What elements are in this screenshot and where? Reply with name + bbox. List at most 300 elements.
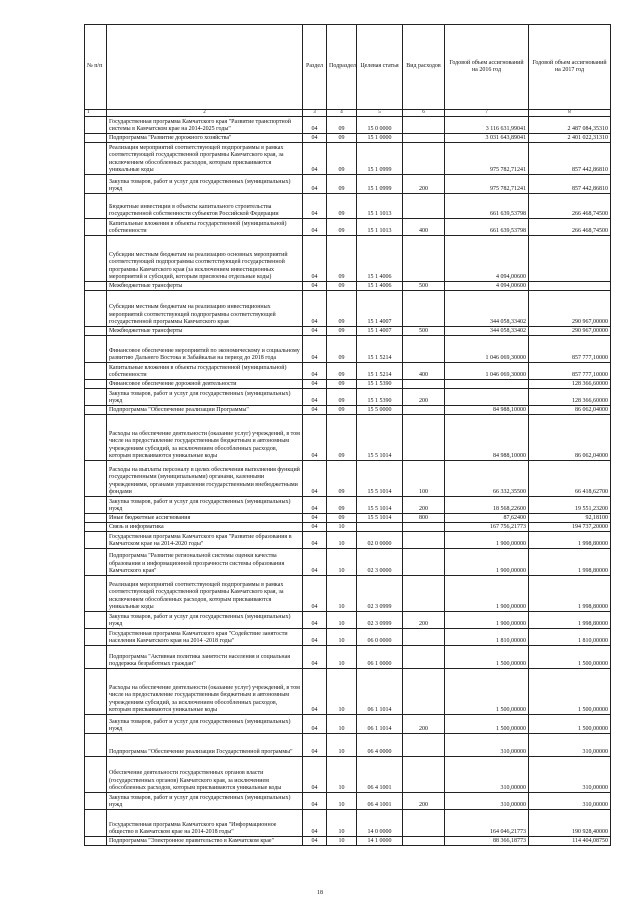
table-row [85,389,611,406]
row-target: 15 1 0999 [357,175,403,194]
row-name: Закупка товаров, работ и услуг для государственных (муниципальных) нужд [107,175,303,194]
row-exptype: 400 [403,363,445,380]
row-value-2016: 1 900,00000 [445,532,529,549]
row-num [85,734,107,757]
row-value-2017: 310,00000 [529,757,611,793]
row-num [85,219,107,236]
row-value-2017: 310,00000 [529,734,611,757]
row-name: Межбюджетные трансферты [107,282,303,291]
row-section: 04 [303,549,327,576]
row-num [85,576,107,612]
row-section: 04 [303,461,327,497]
table-row [85,757,611,793]
row-exptype: 200 [403,612,445,629]
row-subsection: 09 [327,363,357,380]
row-exptype [403,117,445,134]
row-section: 04 [303,389,327,406]
row-section: 04 [303,175,327,194]
row-value-2017: 1 500,00000 [529,669,611,715]
row-exptype [403,757,445,793]
row-name: Закупка товаров, работ и услуг для государственных (муниципальных) нужд [107,389,303,406]
table-row [85,514,611,523]
row-exptype: 200 [403,497,445,514]
row-value-2017: 86 062,04000 [529,415,611,461]
row-exptype [403,734,445,757]
table-row [85,175,611,194]
row-subsection: 10 [327,837,357,846]
row-target: 15 0 0000 [357,117,403,134]
row-value-2017: 1 810,00000 [529,629,611,646]
row-num [85,669,107,715]
row-value-2017 [529,282,611,291]
row-subsection: 09 [327,514,357,523]
row-exptype [403,532,445,549]
row-target: 15 1 0000 [357,134,403,143]
row-exptype [403,236,445,282]
row-num [85,134,107,143]
budget-table [84,24,611,846]
row-target: 14 0 0000 [357,810,403,837]
table-header-row [85,25,611,110]
row-value-2016: 1 810,00000 [445,629,529,646]
row-target: 15 1 4006 [357,236,403,282]
row-value-2017: 128 366,60000 [529,380,611,389]
row-name: Капитальные вложения в объекты государственной (муниципальной) собственности [107,363,303,380]
row-value-2017: 19 551,23200 [529,497,611,514]
row-exptype [403,576,445,612]
row-subsection: 10 [327,629,357,646]
table-row [85,715,611,734]
header-name [107,25,303,110]
row-exptype [403,629,445,646]
row-value-2016: 1 900,00000 [445,576,529,612]
row-subsection: 09 [327,236,357,282]
row-value-2016: 661 639,53798 [445,194,529,219]
row-section: 04 [303,336,327,363]
row-subsection: 09 [327,336,357,363]
table-row [85,793,611,810]
row-value-2017: 2 487 084,35310 [529,117,611,134]
row-value-2016: 167 756,21773 [445,523,529,532]
table-row [85,282,611,291]
table-row [85,219,611,236]
row-value-2016: 975 782,71241 [445,143,529,175]
row-value-2017: 92,18100 [529,514,611,523]
row-target: 06 4 1001 [357,757,403,793]
row-value-2016: 1 900,00000 [445,612,529,629]
row-value-2016: 1 046 069,30000 [445,336,529,363]
row-target: 15 5 1014 [357,415,403,461]
row-name: Реализация мероприятий соответствующей подпрограммы в рамках соответствующей государственной программы Камчатского края, за исключением обособленных расходов, которым присваиваются уникальные коды [107,576,303,612]
row-value-2016: 87,62400 [445,514,529,523]
row-value-2017: 1 998,80000 [529,549,611,576]
row-exptype: 500 [403,327,445,336]
row-target: 15 1 5214 [357,336,403,363]
table-row [85,194,611,219]
row-name: Иные бюджетные ассигнования [107,514,303,523]
table-row [85,327,611,336]
row-value-2016: 1 500,00000 [445,715,529,734]
table-row [85,810,611,837]
table-row [85,380,611,389]
row-subsection: 09 [327,415,357,461]
row-num [85,327,107,336]
table-row [85,461,611,497]
header-section: Раздел [303,25,327,110]
row-value-2017: 310,00000 [529,793,611,810]
row-value-2017: 1 500,00000 [529,646,611,669]
row-num [85,336,107,363]
table-row [85,497,611,514]
row-value-2017: 114 404,08750 [529,837,611,846]
row-section: 04 [303,117,327,134]
row-section: 04 [303,757,327,793]
row-target: 15 1 5390 [357,389,403,406]
row-name: Подпрограмма "Активная политика занятости населения и социальная поддержка безработных граждан" [107,646,303,669]
table-row [85,134,611,143]
row-num [85,810,107,837]
row-section: 04 [303,837,327,846]
page-number: 18 [317,890,323,896]
row-num [85,236,107,282]
colnum: 1 [85,110,107,117]
row-name: Межбюджетные трансферты [107,327,303,336]
row-value-2016: 88 366,18773 [445,837,529,846]
row-name: Финансовое обеспечение мероприятий по экономическому и социальному развитию Дальнего Востока и Забайкалья на период до 2018 года [107,336,303,363]
row-value-2016: 84 988,10000 [445,415,529,461]
colnum: 3 [303,110,327,117]
row-num [85,549,107,576]
row-target: 15 1 5390 [357,380,403,389]
row-value-2016: 310,00000 [445,734,529,757]
table-row [85,117,611,134]
row-value-2017: 857 777,10000 [529,336,611,363]
row-name: Связь и информатика [107,523,303,532]
row-section: 04 [303,291,327,327]
row-target: 15 5 0000 [357,406,403,415]
header-2016: Годовой объем ассигнований на 2016 год [445,25,529,110]
row-value-2016: 4 094,00600 [445,236,529,282]
colnum: 4 [327,110,357,117]
row-num [85,194,107,219]
row-target: 14 1 0000 [357,837,403,846]
row-value-2016: 3 031 643,89041 [445,134,529,143]
row-exptype [403,646,445,669]
row-exptype [403,380,445,389]
row-subsection: 10 [327,810,357,837]
row-exptype: 400 [403,219,445,236]
row-value-2016: 18 568,22600 [445,497,529,514]
row-value-2016: 310,00000 [445,793,529,810]
colnum: 8 [529,110,611,117]
row-target: 15 1 1013 [357,219,403,236]
row-section: 04 [303,282,327,291]
row-value-2017: 290 967,00000 [529,291,611,327]
row-section: 04 [303,810,327,837]
row-value-2016: 1 500,00000 [445,669,529,715]
row-value-2016: 164 046,21773 [445,810,529,837]
row-subsection: 09 [327,194,357,219]
row-section: 04 [303,194,327,219]
row-section: 04 [303,646,327,669]
row-name: Капитальные вложения в объекты государственной (муниципальной) собственности [107,219,303,236]
row-num [85,523,107,532]
row-subsection: 09 [327,380,357,389]
row-value-2017: 857 442,86810 [529,175,611,194]
row-section: 04 [303,532,327,549]
row-exptype: 200 [403,793,445,810]
row-subsection: 09 [327,406,357,415]
table-row [85,549,611,576]
table-row [85,646,611,669]
row-value-2017 [529,236,611,282]
row-section: 04 [303,134,327,143]
row-name: Расходы на выплаты персоналу в целях обеспечения выполнения функций государственными (муниципальными) органами, казенными учреждениями, органами управления государственными внебюджетными фондами [107,461,303,497]
row-value-2016: 84 988,10000 [445,406,529,415]
row-name: Закупка товаров, работ и услуг для государственных (муниципальных) нужд [107,497,303,514]
row-num [85,646,107,669]
table-row [85,523,611,532]
table-row [85,415,611,461]
row-exptype [403,194,445,219]
row-target: 06 4 0000 [357,734,403,757]
row-target: 15 1 0999 [357,143,403,175]
row-value-2017: 86 062,04000 [529,406,611,415]
row-subsection: 09 [327,219,357,236]
row-subsection: 10 [327,734,357,757]
row-value-2017: 190 928,40000 [529,810,611,837]
row-name: Государственная программа Камчатского края "Содействие занятости населения Камчатского края на 2014 -2018 годы" [107,629,303,646]
row-subsection: 10 [327,757,357,793]
row-section: 04 [303,497,327,514]
row-section: 04 [303,380,327,389]
table-row [85,669,611,715]
row-target: 15 1 4007 [357,327,403,336]
row-subsection: 09 [327,143,357,175]
row-name: Подпрограмма "Развитие региональной системы оценки качества образования и информационной прозрачности системы образования Камчатского края" [107,549,303,576]
row-name: Субсидии местным бюджетам на реализацию основных мероприятий соответствующей подпрограммы соответствующей государственной программы Камчатского края (за исключением инвестиционных мероприятий и субсидий, которым присвоены отдельные коды) [107,236,303,282]
row-section: 04 [303,734,327,757]
row-name: Подпрограмма "Электронное правительство в Камчатском крае" [107,837,303,846]
row-subsection: 10 [327,576,357,612]
row-name: Закупка товаров, работ и услуг для государственных (муниципальных) нужд [107,612,303,629]
table-row [85,236,611,282]
row-value-2017: 857 442,86810 [529,143,611,175]
row-section: 04 [303,327,327,336]
row-section: 04 [303,612,327,629]
row-value-2016: 66 332,35500 [445,461,529,497]
row-value-2016: 661 639,53798 [445,219,529,236]
row-value-2017: 2 401 022,31310 [529,134,611,143]
row-target: 06 4 1001 [357,793,403,810]
row-exptype [403,336,445,363]
row-section: 04 [303,406,327,415]
row-num [85,143,107,175]
row-target: 15 1 4007 [357,291,403,327]
header-num: № п/п [85,25,107,110]
row-num [85,406,107,415]
row-exptype [403,291,445,327]
row-name: Финансовое обеспечение дорожной деятельности [107,380,303,389]
row-num [85,415,107,461]
row-num [85,380,107,389]
row-name: Государственная программа Камчатского края "Развитие транспортной системы в Камчатском крае на 2014-2025 годы" [107,117,303,134]
row-value-2017: 290 967,00000 [529,327,611,336]
row-value-2017: 1 500,00000 [529,715,611,734]
row-name: Бюджетные инвестиции в объекты капитального строительства государственной собственности субъектов Российской Федерации [107,194,303,219]
row-name: Государственная программа Камчатского края "Развитие образования в Камчатском крае на 2014-2020 годы" [107,532,303,549]
row-value-2016: 344 058,33402 [445,327,529,336]
row-exptype [403,810,445,837]
row-exptype [403,406,445,415]
row-section: 04 [303,363,327,380]
row-target: 15 1 1013 [357,194,403,219]
table-row [85,363,611,380]
row-subsection: 10 [327,549,357,576]
row-subsection: 10 [327,532,357,549]
row-value-2017: 857 777,10000 [529,363,611,380]
row-value-2016: 3 116 631,99041 [445,117,529,134]
row-name: Субсидии местным бюджетам на реализацию инвестиционных мероприятий соответствующей подпрограммы соответствующей государственной программы Камчатского края [107,291,303,327]
row-exptype: 500 [403,282,445,291]
row-target: 06 0 0000 [357,629,403,646]
header-target: Целевая статья [357,25,403,110]
row-value-2017: 128 366,60000 [529,389,611,406]
row-section: 04 [303,793,327,810]
row-value-2016: 344 058,33402 [445,291,529,327]
row-section: 04 [303,523,327,532]
row-subsection: 10 [327,612,357,629]
row-section: 04 [303,629,327,646]
row-num [85,629,107,646]
row-target: 15 1 5214 [357,363,403,380]
row-name: Обеспечение деятельности государственных органов власти (государственных органов) Камчатского края, за исключением обособленных расходов, которым присваиваются уникальные коды [107,757,303,793]
row-num [85,117,107,134]
row-exptype: 200 [403,389,445,406]
row-target: 06 1 1014 [357,715,403,734]
row-subsection: 09 [327,327,357,336]
row-value-2016: 4 094,00600 [445,282,529,291]
table-row [85,532,611,549]
row-target: 15 5 1014 [357,461,403,497]
row-num [85,612,107,629]
row-section: 04 [303,576,327,612]
row-subsection: 10 [327,715,357,734]
row-value-2017: 266 468,74500 [529,194,611,219]
row-value-2017: 1 998,80000 [529,612,611,629]
row-num [85,461,107,497]
row-num [85,291,107,327]
row-exptype [403,134,445,143]
row-num [85,757,107,793]
column-numbers-row [85,110,611,117]
row-section: 04 [303,669,327,715]
header-2017: Годовой объем ассигнований на 2017 год [529,25,611,110]
row-exptype: 800 [403,514,445,523]
row-name: Подпрограмма "Развитие дорожного хозяйства" [107,134,303,143]
row-value-2016: 1 046 069,30000 [445,363,529,380]
row-exptype: 100 [403,461,445,497]
table-row [85,734,611,757]
row-subsection: 09 [327,282,357,291]
row-value-2017: 1 998,80000 [529,532,611,549]
colnum: 5 [357,110,403,117]
row-value-2017: 194 737,20000 [529,523,611,532]
row-value-2016: 975 782,71241 [445,175,529,194]
row-name: Расходы на обеспечение деятельности (оказание услуг) учреждений, в том числе на предоставление государственным бюджетным и автономным учреждениям субсидий, за исключением обособленных расходов, которым присваиваются уникальные коды [107,669,303,715]
row-num [85,282,107,291]
row-section: 04 [303,219,327,236]
row-value-2016: 310,00000 [445,757,529,793]
row-section: 04 [303,715,327,734]
row-exptype [403,549,445,576]
row-subsection: 09 [327,175,357,194]
header-exptype: Вид расходов [403,25,445,110]
colnum: 7 [445,110,529,117]
row-subsection: 10 [327,669,357,715]
row-exptype [403,523,445,532]
row-exptype [403,837,445,846]
row-target: 02 3 0999 [357,576,403,612]
header-subsection: Подраздел [327,25,357,110]
table-row [85,406,611,415]
row-exptype [403,669,445,715]
row-num [85,363,107,380]
row-target: 15 5 1014 [357,514,403,523]
row-exptype: 200 [403,715,445,734]
row-target: 02 3 0000 [357,549,403,576]
row-subsection: 10 [327,523,357,532]
row-name: Реализация мероприятий соответствующей подпрограммы в рамках соответствующей государственной программы Камчатского края, за исключением обособленных расходов, которым присваиваются уникальные коды [107,143,303,175]
row-name: Закупка товаров, работ и услуг для государственных (муниципальных) нужд [107,793,303,810]
row-subsection: 09 [327,134,357,143]
row-target: 02 3 0999 [357,612,403,629]
row-name: Закупка товаров, работ и услуг для государственных (муниципальных) нужд [107,715,303,734]
row-target [357,523,403,532]
row-subsection: 09 [327,117,357,134]
row-subsection: 09 [327,461,357,497]
row-subsection: 10 [327,793,357,810]
table-row [85,143,611,175]
row-num [85,514,107,523]
table-row [85,291,611,327]
colnum: 6 [403,110,445,117]
row-subsection: 10 [327,646,357,669]
row-target: 06 1 0000 [357,646,403,669]
row-value-2016 [445,389,529,406]
row-value-2017: 266 468,74500 [529,219,611,236]
row-value-2016: 1 500,00000 [445,646,529,669]
row-target: 15 5 1014 [357,497,403,514]
row-section: 04 [303,236,327,282]
row-value-2017: 1 998,80000 [529,576,611,612]
row-value-2017: 66 418,62700 [529,461,611,497]
row-section: 04 [303,415,327,461]
row-value-2016 [445,380,529,389]
row-exptype: 200 [403,175,445,194]
row-name: Подпрограмма "Обеспечение реализации Программы" [107,406,303,415]
table-row [85,576,611,612]
row-section: 04 [303,514,327,523]
row-subsection: 09 [327,389,357,406]
row-exptype [403,415,445,461]
row-num [85,793,107,810]
table-row [85,612,611,629]
row-num [85,837,107,846]
table-row [85,629,611,646]
row-target: 06 1 1014 [357,669,403,715]
row-target: 15 1 4006 [357,282,403,291]
